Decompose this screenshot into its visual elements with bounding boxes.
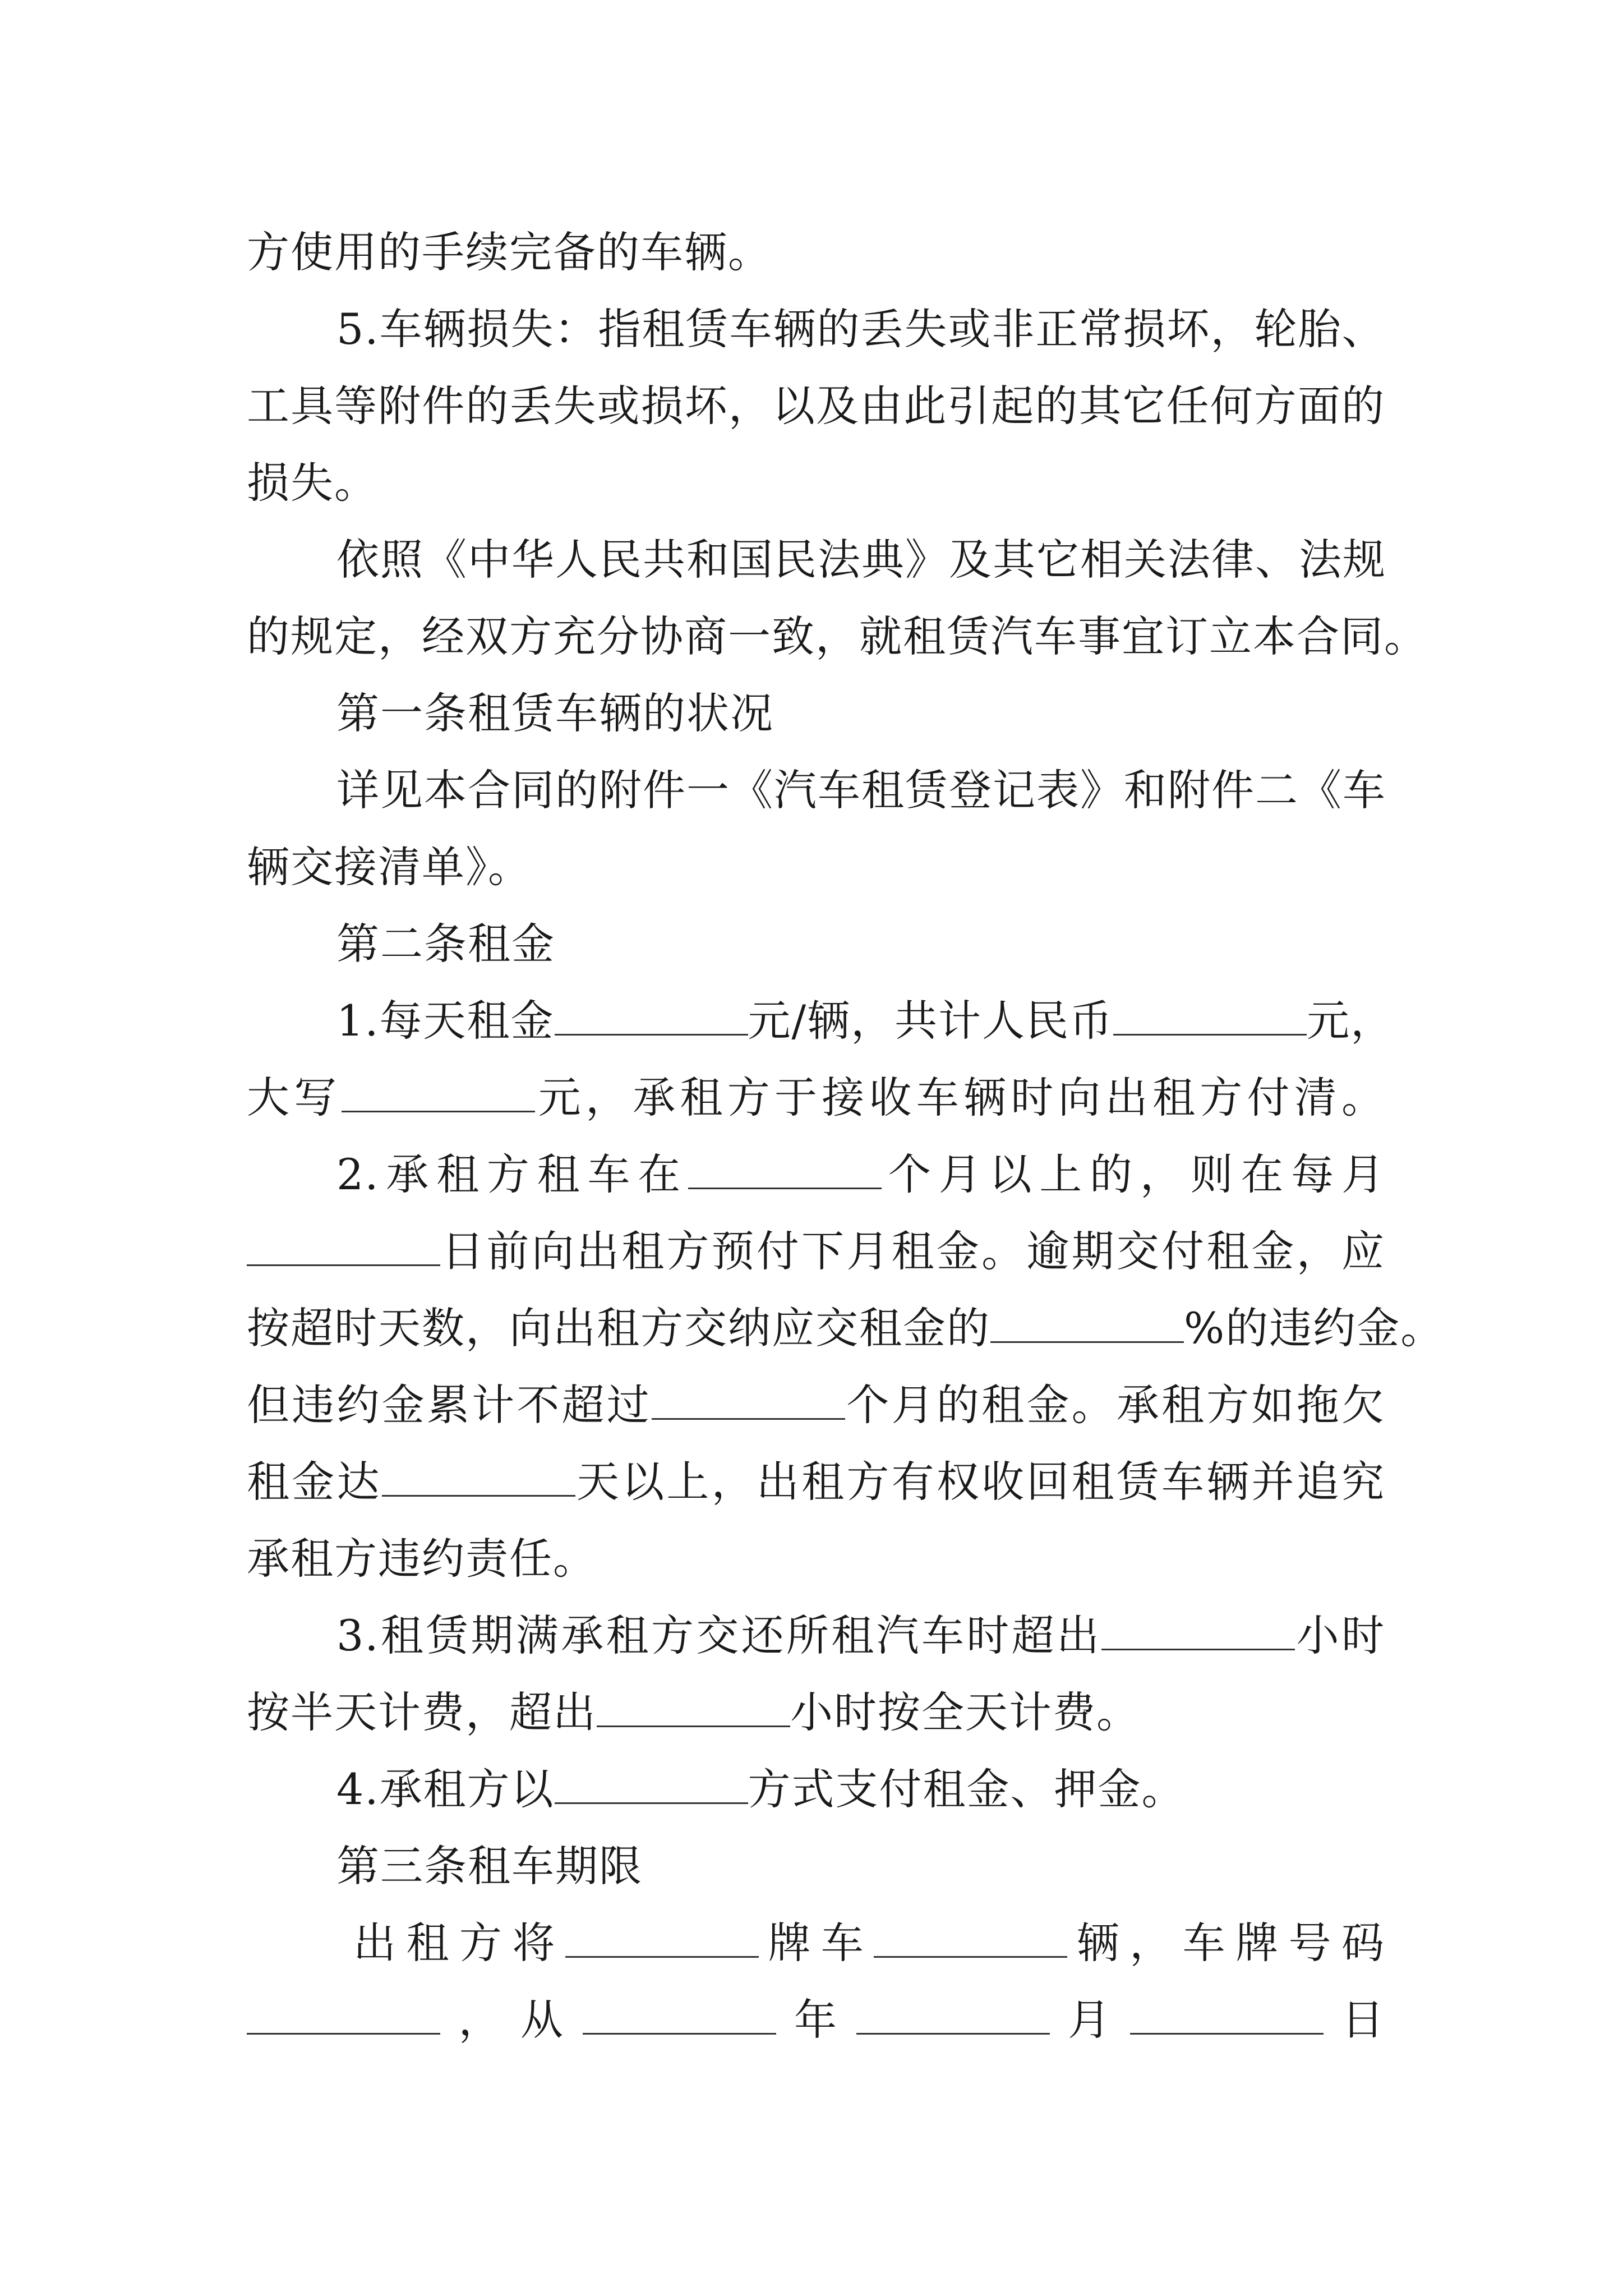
fill-in-blank[interactable] xyxy=(555,1763,748,1804)
text-segment: 方式支付租金、押金。 xyxy=(748,1764,1186,1814)
fill-in-blank[interactable] xyxy=(990,1302,1184,1343)
paragraph-line xyxy=(247,1682,1385,1743)
text-segment: 第一条租赁车辆的状况 xyxy=(336,688,774,738)
fill-in-blank[interactable] xyxy=(856,1994,1050,2035)
paragraph-line xyxy=(247,1528,1385,1590)
paragraph-line xyxy=(336,990,1395,1052)
text-segment: 详见本合同的附件一《汽车租赁登记表》和附件二《车 xyxy=(336,765,1386,815)
text-segment: 小时 xyxy=(1295,1611,1386,1660)
text-segment: 元/辆，共计人民币 xyxy=(748,996,1114,1046)
paragraph-line xyxy=(247,452,1385,514)
text-segment: 第二条租金 xyxy=(336,919,555,969)
text-segment: 第三条租车期限 xyxy=(336,1841,643,1891)
fill-in-blank[interactable] xyxy=(565,1917,759,1958)
text-segment: 按半天计费，超出 xyxy=(247,1687,597,1737)
text-segment: 租金达 xyxy=(247,1457,382,1507)
text-segment: 4.承租方以 xyxy=(336,1764,555,1814)
section-heading xyxy=(336,913,1385,975)
fill-in-blank[interactable] xyxy=(652,1379,845,1420)
paragraph-line xyxy=(336,298,1385,360)
paragraph-line xyxy=(353,1912,1385,1974)
fill-in-blank[interactable] xyxy=(597,1686,790,1727)
text-segment: 依照《中华人民共和国民法典》及其它相关法律、法规 xyxy=(336,535,1386,585)
text-segment: 牌车 xyxy=(758,1918,874,1968)
text-segment: 3.租赁期满承租方交还所租汽车时超出 xyxy=(336,1611,1102,1660)
paragraph-line xyxy=(336,1144,1385,1205)
text-segment: 方使用的手续完备的车辆。 xyxy=(247,227,772,277)
text-segment: 小时按全天计费。 xyxy=(790,1687,1140,1737)
text-segment: 1.每天租金 xyxy=(336,996,555,1046)
text-segment: 2.承租方租车在 xyxy=(336,1149,689,1199)
text-segment: 日 xyxy=(1323,1995,1385,2045)
fill-in-blank[interactable] xyxy=(874,1917,1067,1958)
text-segment: 年 xyxy=(776,1995,856,2045)
text-segment: %的违约金。 xyxy=(1184,1303,1445,1353)
paragraph-line xyxy=(336,1605,1385,1667)
text-segment: 5.车辆损失：指租赁车辆的丢失或非正常损坏，轮胎、 xyxy=(336,304,1386,354)
text-segment: 元，承租方于接收车辆时向出租方付清。 xyxy=(534,1073,1385,1122)
text-segment: 月 xyxy=(1049,1995,1130,2045)
text-segment: 承租方违约责任。 xyxy=(247,1534,597,1584)
fill-in-blank[interactable] xyxy=(382,1456,575,1497)
fill-in-blank[interactable] xyxy=(583,1994,776,2035)
section-heading xyxy=(336,1835,1385,1897)
paragraph-line xyxy=(247,1451,1385,1513)
paragraph-line xyxy=(247,1067,1385,1129)
paragraph-line xyxy=(247,222,1385,283)
paragraph-line xyxy=(247,1989,1385,2051)
paragraph-line xyxy=(247,375,1385,437)
text-segment: 个月以上的，则在每月 xyxy=(882,1149,1386,1199)
text-segment: 出租方将 xyxy=(353,1918,565,1968)
paragraph-line xyxy=(247,606,1428,668)
text-segment: 的规定，经双方充分协商一致，就租赁汽车事宜订立本合同。 xyxy=(247,611,1428,661)
fill-in-blank[interactable] xyxy=(247,1994,440,2035)
paragraph-line xyxy=(336,529,1385,591)
text-segment: 损失。 xyxy=(247,458,378,508)
fill-in-blank[interactable] xyxy=(1130,1994,1324,2035)
text-segment: 辆，车牌号码 xyxy=(1067,1918,1386,1968)
text-segment: 个月的租金。承租方如拖欠 xyxy=(845,1380,1386,1430)
paragraph-line xyxy=(247,1297,1445,1359)
fill-in-blank[interactable] xyxy=(247,1225,440,1266)
text-segment: 日前向出租方预付下月租金。逾期交付租金，应 xyxy=(440,1226,1385,1276)
text-segment: ，从 xyxy=(440,1995,583,2045)
fill-in-blank[interactable] xyxy=(1113,995,1307,1036)
fill-in-blank[interactable] xyxy=(688,1148,882,1189)
section-heading xyxy=(336,683,1385,744)
paragraph-line xyxy=(247,1374,1385,1436)
fill-in-blank[interactable] xyxy=(1101,1609,1295,1650)
text-segment: 天以上，出租方有权收回租赁车辆并追究 xyxy=(575,1457,1386,1507)
text-segment: 按超时天数，向出租方交纳应交租金的 xyxy=(247,1303,990,1353)
text-segment: 但违约金累计不超过 xyxy=(247,1380,652,1430)
text-segment: 元， xyxy=(1307,996,1395,1046)
paragraph-line xyxy=(336,760,1385,821)
text-segment: 大写 xyxy=(247,1073,342,1122)
fill-in-blank[interactable] xyxy=(555,995,748,1036)
paragraph-line xyxy=(247,836,1385,898)
paragraph-line xyxy=(247,1221,1385,1282)
text-segment: 辆交接清单》。 xyxy=(247,842,532,892)
paragraph-line xyxy=(336,1759,1385,1820)
text-segment: 工具等附件的丢失或损坏，以及由此引起的其它任何方面的 xyxy=(247,381,1385,431)
fill-in-blank[interactable] xyxy=(342,1071,535,1112)
